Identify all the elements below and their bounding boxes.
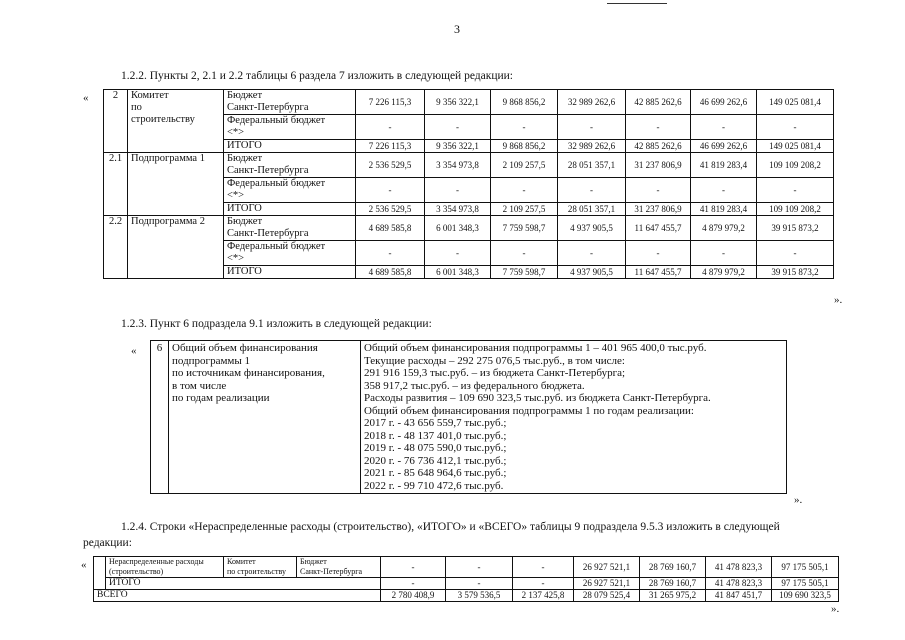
itogo-label: ИТОГО bbox=[106, 578, 381, 590]
source-line: Санкт-Петербурга bbox=[227, 228, 309, 239]
value-cell: 4 689 585,8 bbox=[356, 266, 425, 279]
quote-open-3: « bbox=[81, 559, 87, 571]
source-total: ИТОГО bbox=[224, 266, 356, 279]
value-cell: 9 868 856,2 bbox=[491, 140, 558, 153]
value-cell: 28 051 357,1 bbox=[558, 203, 626, 216]
source-line: Бюджет bbox=[227, 153, 263, 164]
value-cell: 11 647 455,7 bbox=[626, 216, 691, 241]
value-cell: - bbox=[558, 241, 626, 266]
vsego-label: ВСЕГО bbox=[94, 590, 381, 602]
value-cell: 41 478 823,3 bbox=[706, 557, 772, 578]
table-row bbox=[104, 153, 834, 178]
source-line: Бюджет bbox=[227, 216, 263, 227]
source-total: ИТОГО bbox=[224, 140, 356, 153]
financing-label-cell bbox=[169, 341, 361, 494]
value-cell: 4 689 585,8 bbox=[356, 216, 425, 241]
value-cell: 26 927 521,1 bbox=[574, 557, 640, 578]
value-cell: 97 175 505,1 bbox=[772, 557, 839, 578]
item-number: 2.2 bbox=[104, 216, 128, 279]
value-cell: - bbox=[626, 115, 691, 140]
source-line: <*> bbox=[227, 127, 245, 138]
item-name bbox=[128, 216, 224, 279]
value-cell: - bbox=[381, 578, 446, 590]
value-cell: - bbox=[491, 115, 558, 140]
source-line: Федеральный бюджет bbox=[227, 115, 326, 126]
value-cell: 4 937 905,5 bbox=[558, 266, 626, 279]
source-spb bbox=[224, 216, 356, 241]
value-cell: - bbox=[757, 115, 834, 140]
value-cell: 97 175 505,1 bbox=[772, 578, 839, 590]
quote-open-1: « bbox=[83, 92, 89, 104]
item-name-line: по bbox=[131, 102, 142, 113]
table-row bbox=[94, 578, 839, 590]
value-cell: 28 769 160,7 bbox=[640, 578, 706, 590]
row-org bbox=[224, 557, 297, 578]
value-cell: 4 879 979,2 bbox=[691, 216, 757, 241]
value-cell: 2 780 408,9 bbox=[381, 590, 446, 602]
value-cell: 31 237 806,9 bbox=[626, 203, 691, 216]
item-number: 2 bbox=[104, 90, 128, 153]
value-cell: 28 769 160,7 bbox=[640, 557, 706, 578]
item-name-line: строительству bbox=[131, 114, 195, 125]
value-cell: - bbox=[356, 241, 425, 266]
item-name bbox=[128, 90, 224, 153]
paragraph-1-2-2: 1.2.2. Пункты 2, 2.1 и 2.2 таблицы 6 раздела 7 изложить в следующей редакции: bbox=[121, 70, 513, 82]
detail-line: Общий объем финансирования подпрограммы 1 по годам реализации: bbox=[364, 404, 694, 417]
label-line: подпрограммы 1 bbox=[172, 354, 251, 367]
value-cell: 41 847 451,7 bbox=[706, 590, 772, 602]
table-row bbox=[94, 590, 839, 602]
table-6 bbox=[103, 89, 834, 279]
table-row bbox=[104, 216, 834, 241]
detail-line: 2022 г. - 99 710 472,6 тыс.руб. bbox=[364, 479, 504, 492]
source-federal bbox=[224, 115, 356, 140]
value-cell: 149 025 081,4 bbox=[757, 140, 834, 153]
value-cell: 26 927 521,1 bbox=[574, 578, 640, 590]
source-line: Санкт-Петербурга bbox=[227, 102, 309, 113]
value-cell: 32 989 262,6 bbox=[558, 90, 626, 115]
value-cell: - bbox=[425, 115, 491, 140]
value-cell: 9 868 856,2 bbox=[491, 90, 558, 115]
value-cell: - bbox=[446, 578, 513, 590]
value-cell: - bbox=[381, 557, 446, 578]
value-cell: 7 759 598,7 bbox=[491, 216, 558, 241]
value-cell: - bbox=[513, 557, 574, 578]
value-cell: - bbox=[491, 178, 558, 203]
value-cell: 41 819 283,4 bbox=[691, 203, 757, 216]
value-cell: - bbox=[626, 241, 691, 266]
detail-line: 358 917,2 тыс.руб. – из федерального бюджета. bbox=[364, 379, 585, 392]
value-cell: 39 915 873,2 bbox=[757, 216, 834, 241]
detail-line: 2019 г. - 48 075 590,0 тыс.руб.; bbox=[364, 442, 507, 454]
value-cell: 2 109 257,5 bbox=[491, 203, 558, 216]
label-line: по источникам финансирования, bbox=[172, 367, 325, 379]
detail-line: Расходы развития – 109 690 323,5 тыс.руб. из бюджета Санкт-Петербурга. bbox=[364, 392, 711, 404]
source-total: ИТОГО bbox=[224, 203, 356, 216]
value-cell: 7 226 115,3 bbox=[356, 140, 425, 153]
value-cell: 31 237 806,9 bbox=[626, 153, 691, 178]
label-line: в том числе bbox=[172, 379, 227, 392]
value-cell: - bbox=[757, 241, 834, 266]
value-cell: - bbox=[757, 178, 834, 203]
value-cell: 3 579 536,5 bbox=[446, 590, 513, 602]
value-cell: 2 536 529,5 bbox=[356, 153, 425, 178]
value-cell: 46 699 262,6 bbox=[691, 140, 757, 153]
value-cell: 7 226 115,3 bbox=[356, 90, 425, 115]
value-cell: 2 137 425,8 bbox=[513, 590, 574, 602]
value-cell: 3 354 973,8 bbox=[425, 153, 491, 178]
value-cell: 3 354 973,8 bbox=[425, 203, 491, 216]
detail-line: Текущие расходы – 292 275 076,5 тыс.руб., в том числе: bbox=[364, 354, 625, 367]
value-cell: 28 051 357,1 bbox=[558, 153, 626, 178]
value-cell: 46 699 262,6 bbox=[691, 90, 757, 115]
quote-close-3: ». bbox=[831, 603, 840, 615]
value-cell: 41 819 283,4 bbox=[691, 153, 757, 178]
source-line: Бюджет bbox=[227, 90, 263, 101]
value-cell: 28 079 525,4 bbox=[574, 590, 640, 602]
value-cell: 4 937 905,5 bbox=[558, 216, 626, 241]
item-name bbox=[128, 153, 224, 216]
value-cell: - bbox=[356, 115, 425, 140]
table-row bbox=[104, 90, 834, 115]
value-cell: - bbox=[425, 178, 491, 203]
value-cell: 32 989 262,6 bbox=[558, 140, 626, 153]
paragraph-1-2-4-line-1: 1.2.4. Строки «Нераспределенные расходы (строительство), «ИТОГО» и «ВСЕГО» таблицы 9 подраздела 9.5.3 изложить в следующей bbox=[121, 521, 780, 533]
row-org-line: по строительству bbox=[227, 567, 286, 576]
value-cell: 149 025 081,4 bbox=[757, 90, 834, 115]
quote-close-1: ». bbox=[834, 294, 843, 306]
value-cell: 42 885 262,6 bbox=[626, 140, 691, 153]
financing-details-cell bbox=[361, 341, 787, 494]
paragraph-1-2-4-line-2: редакции: bbox=[83, 537, 132, 549]
row-source-line: Санкт-Петербурга bbox=[300, 567, 363, 576]
value-cell: 109 109 208,2 bbox=[757, 153, 834, 178]
source-line: Федеральный бюджет bbox=[227, 178, 326, 189]
value-cell: - bbox=[446, 557, 513, 578]
value-cell: - bbox=[626, 178, 691, 203]
source-line: Санкт-Петербурга bbox=[227, 165, 309, 176]
page-number: 3 bbox=[454, 22, 460, 36]
item-name-line: Подпрограмма 2 bbox=[131, 216, 205, 227]
detail-line: 2018 г. - 48 137 401,0 тыс.руб.; bbox=[364, 429, 507, 442]
value-cell: - bbox=[356, 178, 425, 203]
value-cell: 6 001 348,3 bbox=[425, 216, 491, 241]
label-line: по годам реализации bbox=[172, 392, 270, 404]
row-name-line: (строительство) bbox=[109, 567, 164, 576]
value-cell: 7 759 598,7 bbox=[491, 266, 558, 279]
detail-line: 291 916 159,3 тыс.руб. – из бюджета Санкт-Петербурга; bbox=[364, 367, 626, 379]
quote-close-2: ». bbox=[794, 494, 803, 506]
source-line: Федеральный бюджет bbox=[227, 241, 326, 252]
value-cell: 109 690 323,5 bbox=[772, 590, 839, 602]
value-cell: - bbox=[691, 241, 757, 266]
quote-open-2: « bbox=[131, 345, 137, 357]
row-source bbox=[297, 557, 381, 578]
value-cell: - bbox=[691, 115, 757, 140]
value-cell: 11 647 455,7 bbox=[626, 266, 691, 279]
value-cell: - bbox=[513, 578, 574, 590]
value-cell: 4 879 979,2 bbox=[691, 266, 757, 279]
source-spb bbox=[224, 90, 356, 115]
item-number: 2.1 bbox=[104, 153, 128, 216]
value-cell: 39 915 873,2 bbox=[757, 266, 834, 279]
detail-line: Общий объем финансирования подпрограммы 1 – 401 965 400,0 тыс.руб. bbox=[364, 342, 707, 354]
row-org-line: Комитет bbox=[227, 557, 256, 566]
value-cell: 2 536 529,5 bbox=[356, 203, 425, 216]
paragraph-1-2-3: 1.2.3. Пункт 6 подраздела 9.1 изложить в следующей редакции: bbox=[121, 318, 432, 330]
value-cell: 6 001 348,3 bbox=[425, 266, 491, 279]
row-name-line: Нераспределенные расходы bbox=[109, 557, 204, 566]
detail-line: 2021 г. - 85 648 964,6 тыс.руб.; bbox=[364, 467, 507, 479]
table-9 bbox=[93, 556, 839, 602]
item-name-line: Подпрограмма 1 bbox=[131, 153, 205, 164]
value-cell: 2 109 257,5 bbox=[491, 153, 558, 178]
source-federal bbox=[224, 178, 356, 203]
source-line: <*> bbox=[227, 190, 245, 201]
value-cell: 109 109 208,2 bbox=[757, 203, 834, 216]
value-cell: 41 478 823,3 bbox=[706, 578, 772, 590]
value-cell: 9 356 322,1 bbox=[425, 90, 491, 115]
table-9-1 bbox=[150, 340, 787, 494]
source-federal bbox=[224, 241, 356, 266]
value-cell: - bbox=[425, 241, 491, 266]
value-cell: - bbox=[491, 241, 558, 266]
detail-line: 2020 г. - 76 736 412,1 тыс.руб.; bbox=[364, 454, 507, 467]
row-name bbox=[106, 557, 224, 578]
value-cell: - bbox=[558, 115, 626, 140]
table-row bbox=[94, 557, 839, 578]
label-line: Общий объем финансирования bbox=[172, 342, 318, 354]
blank-cell bbox=[94, 557, 106, 590]
value-cell: 42 885 262,6 bbox=[626, 90, 691, 115]
value-cell: - bbox=[691, 178, 757, 203]
source-spb bbox=[224, 153, 356, 178]
detail-line: 2017 г. - 43 656 559,7 тыс.руб.; bbox=[364, 417, 507, 429]
value-cell: 9 356 322,1 bbox=[425, 140, 491, 153]
value-cell: 31 265 975,2 bbox=[640, 590, 706, 602]
value-cell: - bbox=[558, 178, 626, 203]
row-number: 6 bbox=[151, 341, 169, 494]
row-source-line: Бюджет bbox=[300, 557, 327, 566]
scan-top-line bbox=[607, 3, 667, 4]
source-line: <*> bbox=[227, 253, 245, 264]
item-name-line: Комитет bbox=[131, 90, 169, 101]
